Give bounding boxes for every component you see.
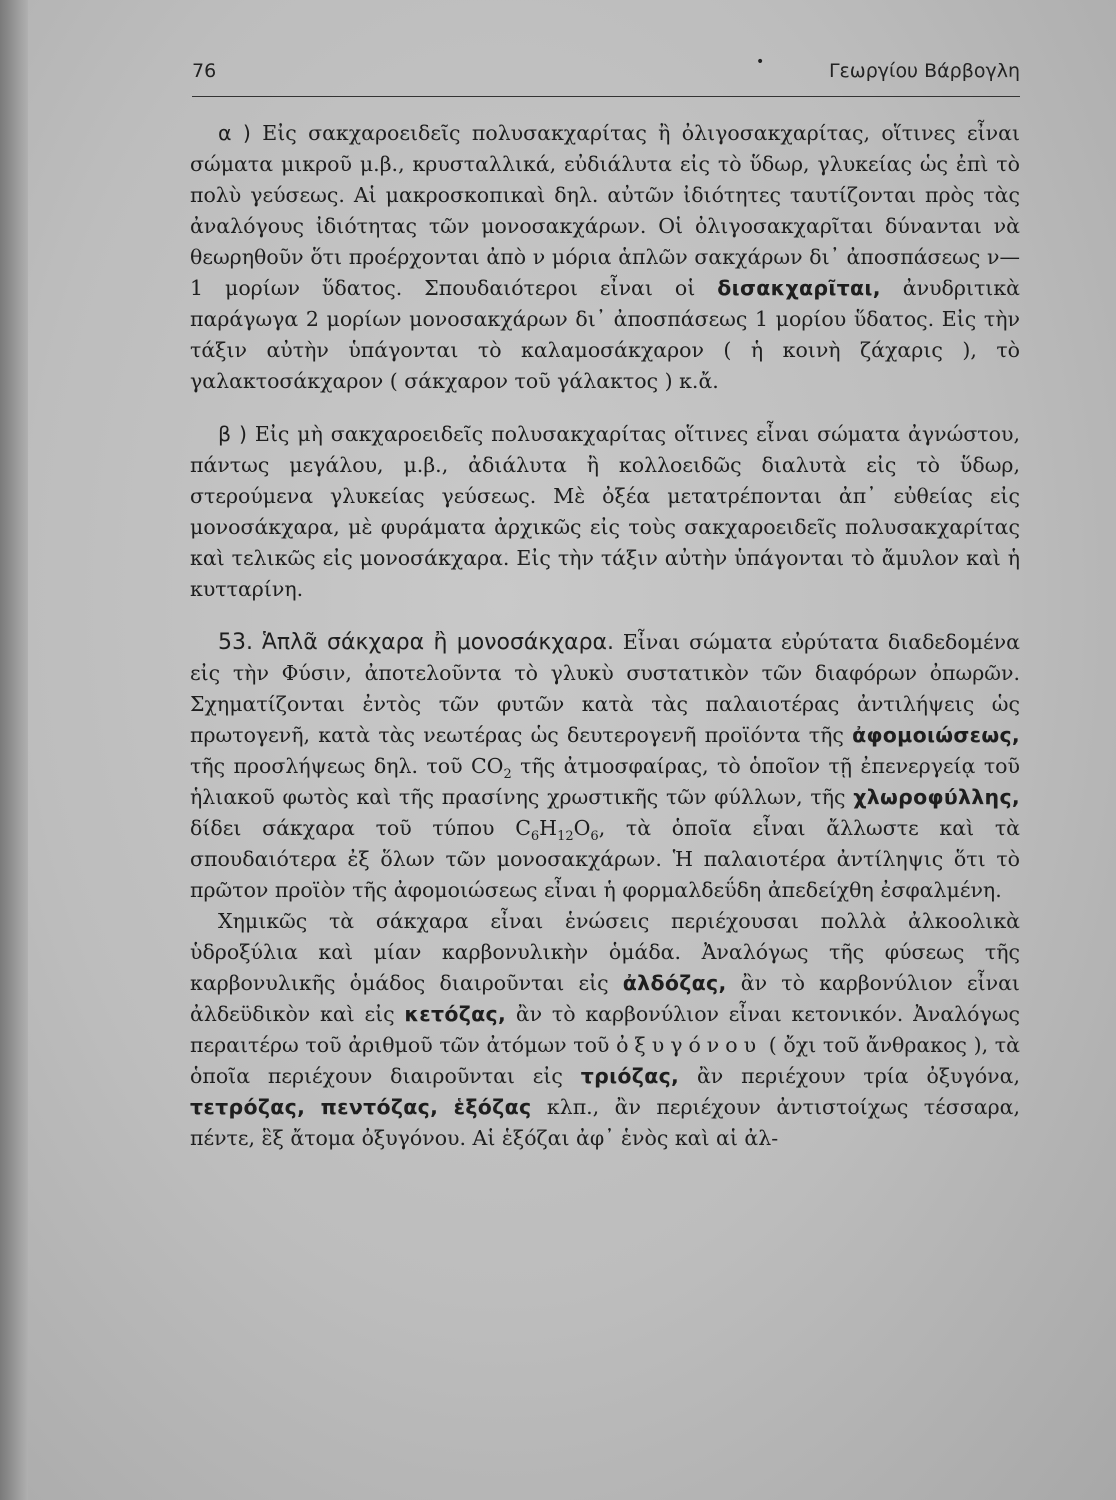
term-trioses: τριόζας, xyxy=(580,1064,680,1088)
running-header xyxy=(192,56,1020,90)
paragraph-text: ἂν τὸ καρβονύλιον εἶναι κετονικόν. Ἀναλόγως περαιτέρω τοῦ ἀριθμοῦ τῶν ἀτόμων τοῦ xyxy=(190,1002,1020,1057)
paragraph-text: Χημικῶς τὰ σάκχαρα εἶναι ἑνώσεις περιέχουσαι πολλὰ ἀλκοολικὰ ὑδροξύλια καὶ μίαν καρβονυλικὴν ὁμάδα. Ἀναλόγως τῆς φύσεως τῆς καρβονυλικῆς ὁμάδος διαιροῦνται εἰς xyxy=(190,909,1020,995)
paragraph-text: ἂν τὸ καρβονύλιον εἶναι ἀλδεϋδικὸν καὶ εἰς xyxy=(190,971,1020,1026)
paragraph-label: α ) xyxy=(218,121,251,145)
formula-h: H xyxy=(539,816,558,840)
term-aldoses: ἀλδόζας, xyxy=(622,971,727,995)
paragraph-text: , τὰ ὁποῖα εἶναι ἄλλωστε καὶ τὰ σπουδαιότερα ἐξ ὅλων τῶν μονοσακχάρων. Ἡ παλαιοτέρα ἀντίληψις ὅτι τὸ πρῶτον προϊὸν τῆς ἀφομοιώσεως εἶναι ἡ φορμαλδεΰδη ἀπεδείχθη ἐσφαλμένη. xyxy=(190,816,1020,902)
paragraph-text: ἀνυδριτικὰ παράγωγα 2 μορίων μονοσακχάρων δι᾽ ἀποσπάσεως 1 μορίου ὕδατος. Εἰς τὴν τάξιν αὐτὴν ὑπάγονται τὸ καλαμοσάκχαρον ( ἡ κοινὴ ζάχαρις ), τὸ γαλακτοσάκχαρον ( σάκχαρον τοῦ γάλακτος ) κ.ἄ. xyxy=(190,276,1020,393)
section-heading: Ἁπλᾶ σάκχαρα ἢ μονοσάκχαρα. xyxy=(261,630,615,655)
header-dot: • xyxy=(756,54,765,70)
paragraph-text: Εἰς μὴ σακχαροειδεῖς πολυσακχαρίτας οἵτινες εἶναι σώματα ἀγνώστου, πάντως μεγάλου, μ.β., ἀδιάλυτα ἢ κολλοειδῶς διαλυτὰ εἰς τὸ ὕδωρ, στερούμενα γλυκείας γεύσεως. Μὲ ὀξέα μετατρέπονται ἀπ᾽ εὐθείας εἰς μονοσάκχαρα, μὲ φυράματα ἀρχικῶς εἰς τοὺς σακχαροειδεῖς πολυσακχαρίτας καὶ τελικῶς εἰς μονοσάκχαρα. Εἰς τὴν τάξιν αὐτὴν ὑπάγονται τὸ ἄμυλον καὶ ἡ κυτταρίνη. xyxy=(190,422,1020,601)
paragraph-text: δίδει σάκχαρα τοῦ τύπου C xyxy=(190,816,531,840)
paragraph-label: β ) xyxy=(218,422,247,446)
term-chlorophyll: χλωροφύλλης, xyxy=(853,785,1020,809)
term-hexoses: ἑξόζας xyxy=(453,1095,532,1119)
term-ketoses: κετόζας, xyxy=(404,1002,507,1026)
paragraph-text: τῆς προσλήψεως δηλ. τοῦ CO xyxy=(190,754,504,778)
page-number: 76 xyxy=(192,60,217,82)
subscript: 6 xyxy=(530,829,540,845)
term-disaccharides: δισακχαρῖται, xyxy=(717,276,881,300)
paragraph-text: τῆς ἀτμοσφαίρας, τὸ ὁποῖον τῇ ἐπενεργείᾳ τοῦ ἡλιακοῦ φωτὸς καὶ τῆς πρασίνης χρωστικῆς τῶν φύλλων, τῆς xyxy=(190,754,1020,809)
paragraph-text: ( ὄχι τοῦ ἄνθρακος ), τὰ ὁποῖα περιέχουν διαιροῦνται εἰς xyxy=(190,1033,1020,1088)
term-assimilation: ἀφομοιώσεως, xyxy=(852,723,1020,747)
subscript: 2 xyxy=(503,767,512,783)
page-body xyxy=(190,118,1020,1154)
paragraph-beta xyxy=(190,419,1020,605)
paragraph-text: ἂν περιέχουν τρία ὀξυγόνα, xyxy=(696,1064,1020,1088)
formula-o: O xyxy=(573,816,591,840)
paragraph-text: Εἶναι σώματα εὐρύτατα διαδεδομένα εἰς τὴν Φύσιν, ἀποτελοῦντα τὸ γλυκὺ συστατικὸν τῶν διαφόρων ὀπωρῶν. Σχηματίζονται ἐντὸς τῶν φυτῶν κατὰ τὰς παλαιοτέρας ἀντιλήψεις ὡς πρωτογενῆ, κατὰ τὰς νεωτέρας ὡς δευτερογενῆ προϊόντα τῆς xyxy=(190,630,1020,747)
subscript: 12 xyxy=(557,829,574,845)
page-gutter-shadow xyxy=(0,0,28,1500)
term-pentoses: πεντόζας, xyxy=(320,1095,439,1119)
header-rule xyxy=(192,96,1020,97)
spaced-word-oxygen: ὀξυγόνου xyxy=(616,1033,763,1057)
section-number: 53. xyxy=(218,630,253,655)
subscript: 6 xyxy=(590,829,599,845)
author-name: Γεωργίου Βάρβογλη xyxy=(828,60,1020,82)
paragraph-chemistry xyxy=(190,906,1020,1154)
paragraph-text: κλπ., ἂν περιέχουν ἀντιστοίχως τέσσαρα, πέντε, ἓξ ἄτομα ὀξυγόνου. Αἱ ἑξόζαι ἀφ᾽ ἑνὸς καὶ αἱ ἀλ- xyxy=(190,1095,1020,1150)
paragraph-text: Εἰς σακχαροειδεῖς πολυσακχαρίτας ἢ ὀλιγοσακχαρίτας, οἵτινες εἶναι σώματα μικροῦ μ.β., κρυσταλλικά, εὐδιάλυτα εἰς τὸ ὕδωρ, γλυκείας ὡς ἐπὶ τὸ πολὺ γεύσεως. Αἱ μακροσκοπικαὶ δηλ. αὐτῶν ἰδιότητες ταυτίζονται πρὸς τὰς ἀναλόγους ἰδιότητας τῶν μονοσακχάρων. Οἱ ὀλιγοσακχαρῖται δύνανται νὰ θεωρηθοῦν ὅτι προέρχονται ἀπὸ ν μόρια ἁπλῶν σακχάρων δι᾽ ἀποσπάσεως ν—1 μορίων ὕδατος. Σπουδαιότεροι εἶναι οἱ xyxy=(190,121,1020,300)
paragraph-alpha xyxy=(190,118,1020,397)
term-tetroses: τετρόζας, xyxy=(190,1095,306,1119)
section-53 xyxy=(190,627,1020,906)
